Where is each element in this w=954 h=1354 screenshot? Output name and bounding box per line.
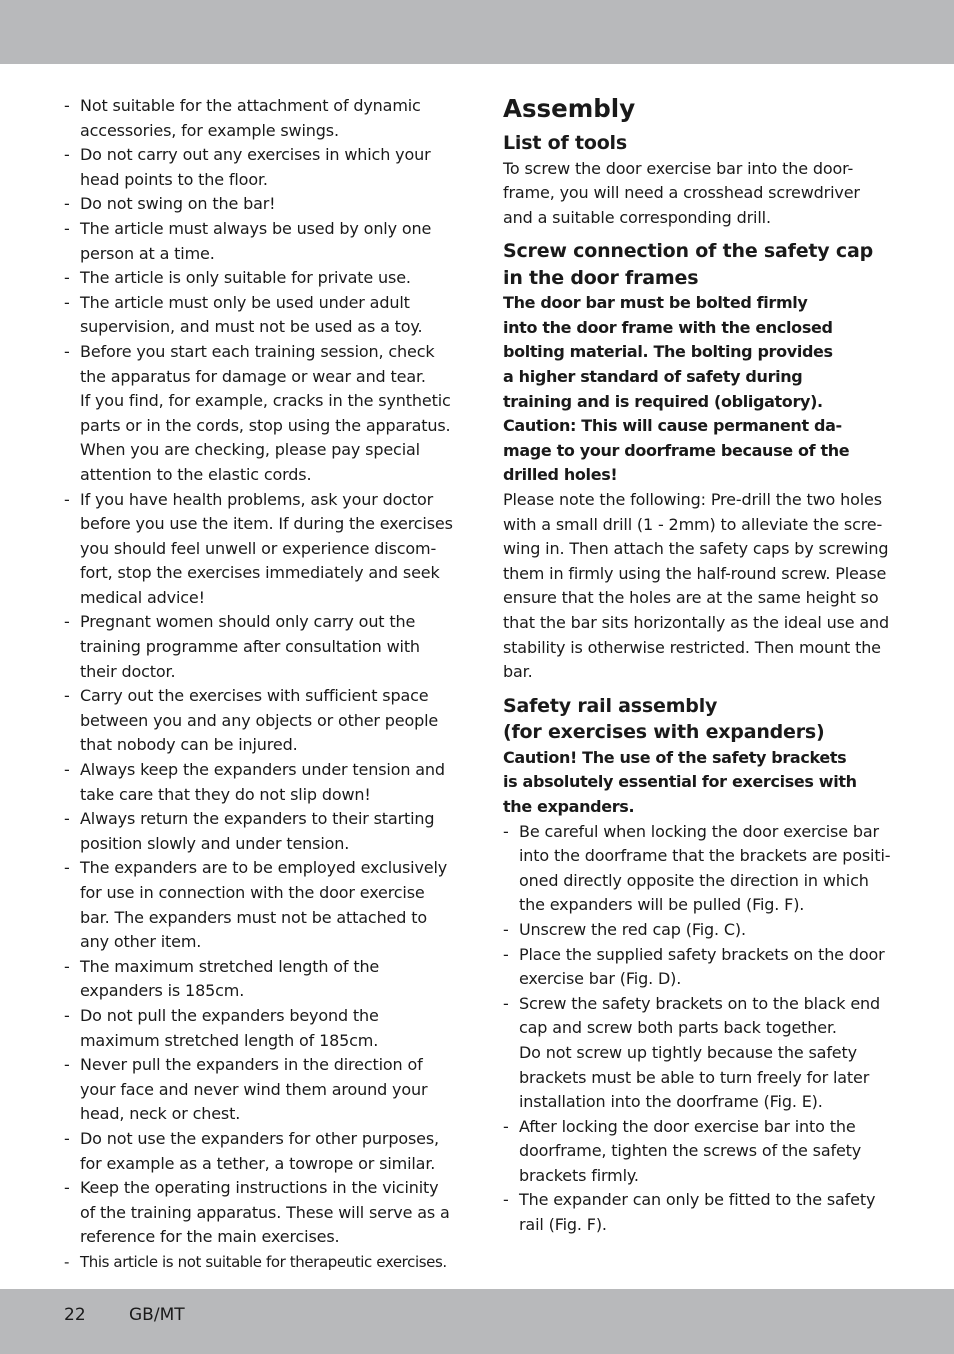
text-line: supervision, and must not be used as a toy. bbox=[80, 317, 423, 337]
text-line: oned directly opposite the direction in which bbox=[519, 870, 869, 890]
header-bar bbox=[0, 0, 954, 64]
screw-warning bbox=[503, 291, 895, 488]
list-item bbox=[62, 340, 454, 488]
text-line: Caution: This will cause permanent da- bbox=[503, 416, 842, 436]
list-item bbox=[62, 488, 454, 611]
text-line: - The article must always be used by only one bbox=[80, 218, 432, 238]
text-line: wing in. Then attach the safety caps by screwing bbox=[503, 539, 889, 559]
text-line: - Do not use the expanders for other purposes, bbox=[80, 1128, 439, 1148]
text-line: accessories, for example swings. bbox=[80, 120, 339, 140]
text-line: attention to the elastic cords. bbox=[80, 464, 312, 484]
text-line: bar. The expanders must not be attached to bbox=[80, 907, 427, 927]
text-line: - Do not carry out any exercises in which your bbox=[80, 145, 431, 165]
text-line: their doctor. bbox=[80, 661, 176, 681]
text-line: - Not suitable for the attachment of dynamic bbox=[80, 96, 421, 115]
text-line: The door bar must be bolted firmly bbox=[503, 293, 808, 313]
text-line: head, neck or chest. bbox=[80, 1104, 241, 1124]
text-line: - Pregnant women should only carry out the bbox=[80, 612, 416, 632]
text-line: - Keep the operating instructions in the vicinity bbox=[80, 1178, 439, 1198]
text-line: rail (Fig. F). bbox=[519, 1215, 607, 1235]
text-line: - Never pull the expanders in the direction of bbox=[80, 1055, 423, 1075]
text-line: - The maximum stretched length of the bbox=[80, 956, 380, 976]
list-item bbox=[62, 955, 454, 1004]
text-line: To screw the door exercise bar into the door- bbox=[503, 158, 854, 178]
list-item bbox=[503, 943, 895, 992]
text-line: medical advice! bbox=[80, 587, 205, 607]
list-item bbox=[62, 1053, 454, 1127]
text-line: any other item. bbox=[80, 932, 202, 952]
text-line: - Always return the expanders to their starting bbox=[80, 809, 435, 829]
text-line: - The expanders are to be employed exclusively bbox=[80, 858, 448, 878]
text-line: that the bar sits horizontally as the ideal use and bbox=[503, 613, 890, 632]
text-line: take care that they do not slip down! bbox=[80, 784, 371, 804]
text-line: head points to the floor. bbox=[80, 169, 268, 189]
text-line: before you use the item. If during the exercises bbox=[80, 514, 453, 534]
list-item bbox=[503, 820, 895, 918]
text-line: - Unscrew the red cap (Fig. C). bbox=[519, 919, 746, 939]
list-item bbox=[62, 610, 454, 684]
text-line: the expanders. bbox=[503, 796, 635, 816]
tools-heading: List of tools bbox=[503, 132, 627, 154]
list-item bbox=[503, 1115, 895, 1189]
list-item bbox=[62, 1004, 454, 1053]
rail-steps-list bbox=[503, 820, 895, 1238]
text-line: expanders is 185cm. bbox=[80, 981, 245, 1001]
text-line: fort, stop the exercises immediately and seek bbox=[80, 563, 440, 583]
text-line: Safety rail assembly bbox=[503, 694, 718, 717]
section-title: Assembly bbox=[503, 94, 636, 123]
text-line: (for exercises with expanders) bbox=[503, 721, 825, 744]
text-line: - This article is not suitable for therapeutic exercises. bbox=[80, 1252, 447, 1271]
text-line: and a suitable corresponding drill. bbox=[503, 207, 771, 227]
list-item bbox=[503, 1188, 895, 1237]
rail-heading bbox=[503, 693, 895, 746]
text-line: into the door frame with the enclosed bbox=[503, 317, 833, 337]
text-line: is absolutely essential for exercises with bbox=[503, 772, 857, 792]
text-line: When you are checking, please pay special bbox=[80, 440, 420, 460]
text-line: the apparatus for damage or wear and tear. bbox=[80, 366, 426, 386]
text-line: - Do not pull the expanders beyond the bbox=[80, 1005, 379, 1025]
text-line: - Be careful when locking the door exercise bar bbox=[519, 821, 879, 841]
text-line: - Before you start each training session, check bbox=[80, 341, 435, 361]
list-item bbox=[62, 217, 454, 266]
text-line: - Carry out the exercises with sufficient space bbox=[80, 686, 429, 706]
text-line: - Place the supplied safety brackets on the door bbox=[519, 944, 885, 964]
assembly-column bbox=[503, 94, 895, 1238]
list-item bbox=[62, 291, 454, 340]
screw-heading bbox=[503, 238, 895, 291]
text-line: If you find, for example, cracks in the synthetic bbox=[80, 391, 451, 411]
text-line: position slowly and under tension. bbox=[80, 833, 350, 853]
language-code: GB/MT bbox=[129, 1305, 185, 1325]
text-line: mage to your doorframe because of the bbox=[503, 440, 850, 460]
list-item bbox=[62, 684, 454, 758]
text-line: Please note the following: Pre-drill the two holes bbox=[503, 490, 882, 510]
list-item bbox=[503, 918, 895, 943]
text-line: - If you have health problems, ask your doctor bbox=[80, 489, 434, 509]
list-item bbox=[62, 1127, 454, 1176]
rail-warning bbox=[503, 746, 895, 820]
text-line: your face and never wind them around your bbox=[80, 1079, 428, 1099]
text-line: for use in connection with the door exercise bbox=[80, 883, 425, 902]
text-line: - The article must only be used under adult bbox=[80, 292, 410, 312]
list-item bbox=[62, 856, 454, 954]
text-line: drilled holes! bbox=[503, 465, 618, 485]
text-line: brackets firmly. bbox=[519, 1165, 639, 1185]
text-line: maximum stretched length of 185cm. bbox=[80, 1030, 379, 1050]
list-item bbox=[62, 94, 454, 143]
text-line: that nobody can be injured. bbox=[80, 735, 298, 755]
text-line: Caution! The use of the safety brackets bbox=[503, 747, 847, 767]
text-line: you should feel unwell or experience discom- bbox=[80, 538, 437, 558]
list-item bbox=[62, 1176, 454, 1250]
text-line: in the door frames bbox=[503, 266, 699, 289]
text-line: the expanders will be pulled (Fig. F). bbox=[519, 895, 805, 915]
text-line: - After locking the door exercise bar into the bbox=[519, 1116, 856, 1136]
text-line: - Screw the safety brackets on to the black end bbox=[519, 993, 881, 1013]
text-line: into the doorframe that the brackets are positi- bbox=[519, 846, 891, 866]
text-line: - The article is only suitable for private use. bbox=[80, 268, 411, 288]
text-line: cap and screw both parts back together. bbox=[519, 1018, 837, 1038]
safety-list bbox=[62, 94, 454, 1275]
text-line: Do not screw up tightly because the safety bbox=[519, 1042, 857, 1062]
list-item bbox=[62, 266, 454, 291]
text-line: person at a time. bbox=[80, 243, 215, 263]
list-item bbox=[62, 192, 454, 217]
text-line: for example as a tether, a towrope or similar. bbox=[80, 1153, 436, 1173]
text-line: of the training apparatus. These will serve as a bbox=[80, 1202, 450, 1222]
list-item bbox=[62, 807, 454, 856]
text-line: brackets must be able to turn freely for later bbox=[519, 1067, 870, 1087]
text-line: reference for the main exercises. bbox=[80, 1227, 340, 1247]
text-line: bar. bbox=[503, 662, 533, 682]
text-line: with a small drill (1 - 2mm) to alleviate the scre- bbox=[503, 514, 883, 534]
text-line: exercise bar (Fig. D). bbox=[519, 969, 682, 989]
text-line: - Always keep the expanders under tension and bbox=[80, 760, 445, 780]
text-line: - The expander can only be fitted to the safety bbox=[519, 1190, 876, 1210]
tools-text bbox=[503, 157, 895, 231]
text-line: a higher standard of safety during bbox=[503, 367, 803, 387]
text-line: parts or in the cords, stop using the apparatus. bbox=[80, 415, 451, 435]
text-line: frame, you will need a crosshead screwdriver bbox=[503, 183, 860, 203]
page-number: 22 bbox=[64, 1305, 86, 1325]
text-line: doorframe, tighten the screws of the safety bbox=[519, 1141, 862, 1161]
text-line: between you and any objects or other people bbox=[80, 710, 439, 730]
text-line: training and is required (obligatory). bbox=[503, 391, 823, 411]
text-line: stability is otherwise restricted. Then mount the bbox=[503, 637, 881, 657]
text-line: Screw connection of the safety cap bbox=[503, 240, 873, 263]
text-line: bolting material. The bolting provides bbox=[503, 342, 833, 362]
list-item bbox=[62, 143, 454, 192]
text-line: training programme after consultation with bbox=[80, 637, 420, 657]
list-item bbox=[62, 1250, 454, 1275]
text-line: ensure that the holes are at the same height so bbox=[503, 588, 879, 608]
text-line: them in firmly using the half-round screw. Please bbox=[503, 563, 887, 583]
screw-text bbox=[503, 488, 895, 685]
list-item bbox=[503, 992, 895, 1115]
text-line: installation into the doorframe (Fig. E). bbox=[519, 1092, 823, 1112]
list-item bbox=[62, 758, 454, 807]
text-line: - Do not swing on the bar! bbox=[80, 194, 276, 214]
safety-instructions-column bbox=[62, 94, 454, 1275]
